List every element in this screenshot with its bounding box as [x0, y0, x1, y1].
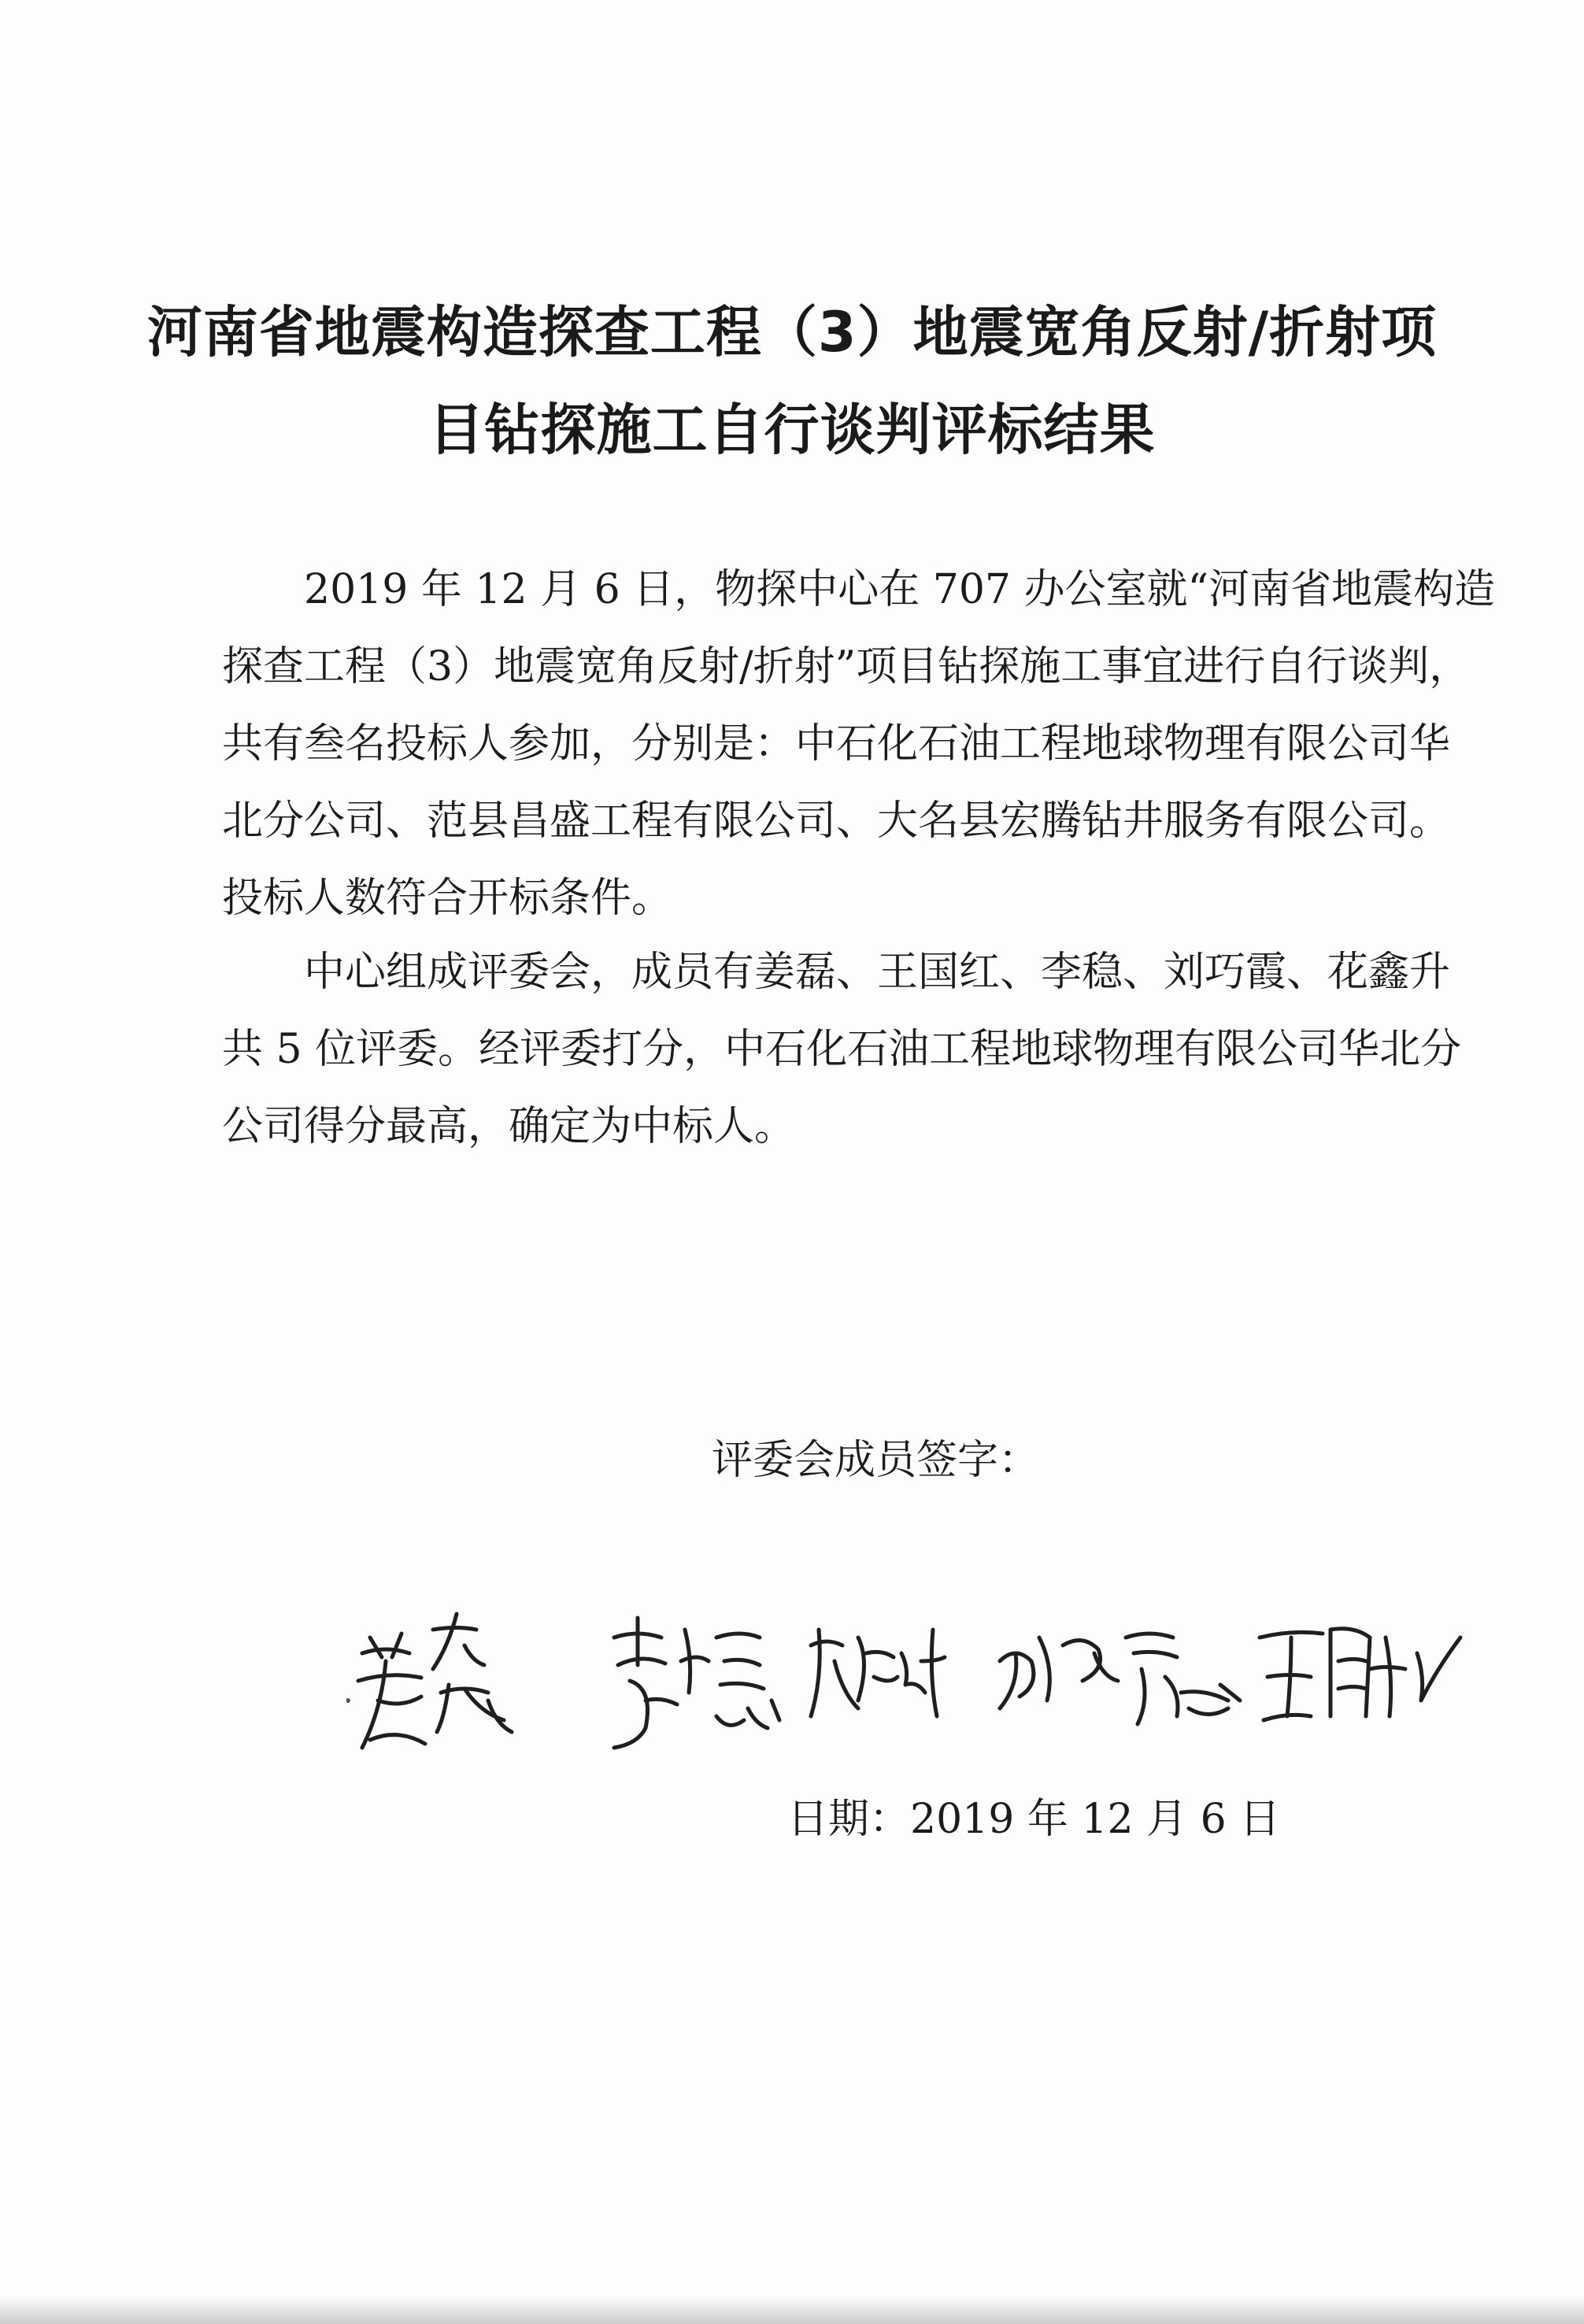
signatures-drawing: [346, 1606, 1464, 1779]
paragraph-1: [222, 551, 1496, 937]
signature-1: [358, 1614, 512, 1748]
paragraph-2-line: 公司得分最高，确定为中标人。: [222, 1103, 796, 1150]
handwritten-signatures: [346, 1606, 1464, 1779]
signature-5: [1260, 1629, 1460, 1720]
paragraph-1-line: 共有叁名投标人参加，分别是：中石化石油工程地球物理有限公司华: [222, 720, 1451, 768]
paragraph-2: [222, 934, 1462, 1165]
paragraph-1-line: 探查工程（3）地震宽角反射/折射”项目钻探施工事宜进行自行谈判，: [222, 643, 1471, 690]
signature-label: 评委会成员签字：: [712, 1437, 1040, 1484]
signature-3: [811, 1630, 945, 1716]
paragraph-1-line: 投标人数符合开标条件。: [222, 875, 673, 922]
title-line-2: 目钻探施工自行谈判评标结果: [428, 398, 1156, 462]
scan-shadow: [0, 2296, 1584, 2324]
scan-dot: [346, 1698, 350, 1703]
document-date: 日期：2019 年 12 月 6 日: [787, 1796, 1281, 1843]
signature-4: [1000, 1634, 1240, 1724]
signature-2: [614, 1618, 779, 1748]
title-line-1: 河南省地震构造探查工程（3）地震宽角反射/折射项: [146, 300, 1438, 365]
paragraph-1-line: 北分公司、范县昌盛工程有限公司、大名县宏腾钻井服务有限公司。: [222, 797, 1451, 845]
paragraph-2-line: 中心组成评委会，成员有姜磊、王国红、李稳、刘巧霞、花鑫升: [304, 949, 1451, 996]
document-title: [0, 283, 1584, 479]
paragraph-2-line: 共 5 位评委。经评委打分，中石化石油工程地球物理有限公司华北分: [222, 1026, 1462, 1073]
paragraph-1-line: 2019 年 12 月 6 日，物探中心在 707 办公室就“河南省地震构造: [304, 566, 1496, 613]
